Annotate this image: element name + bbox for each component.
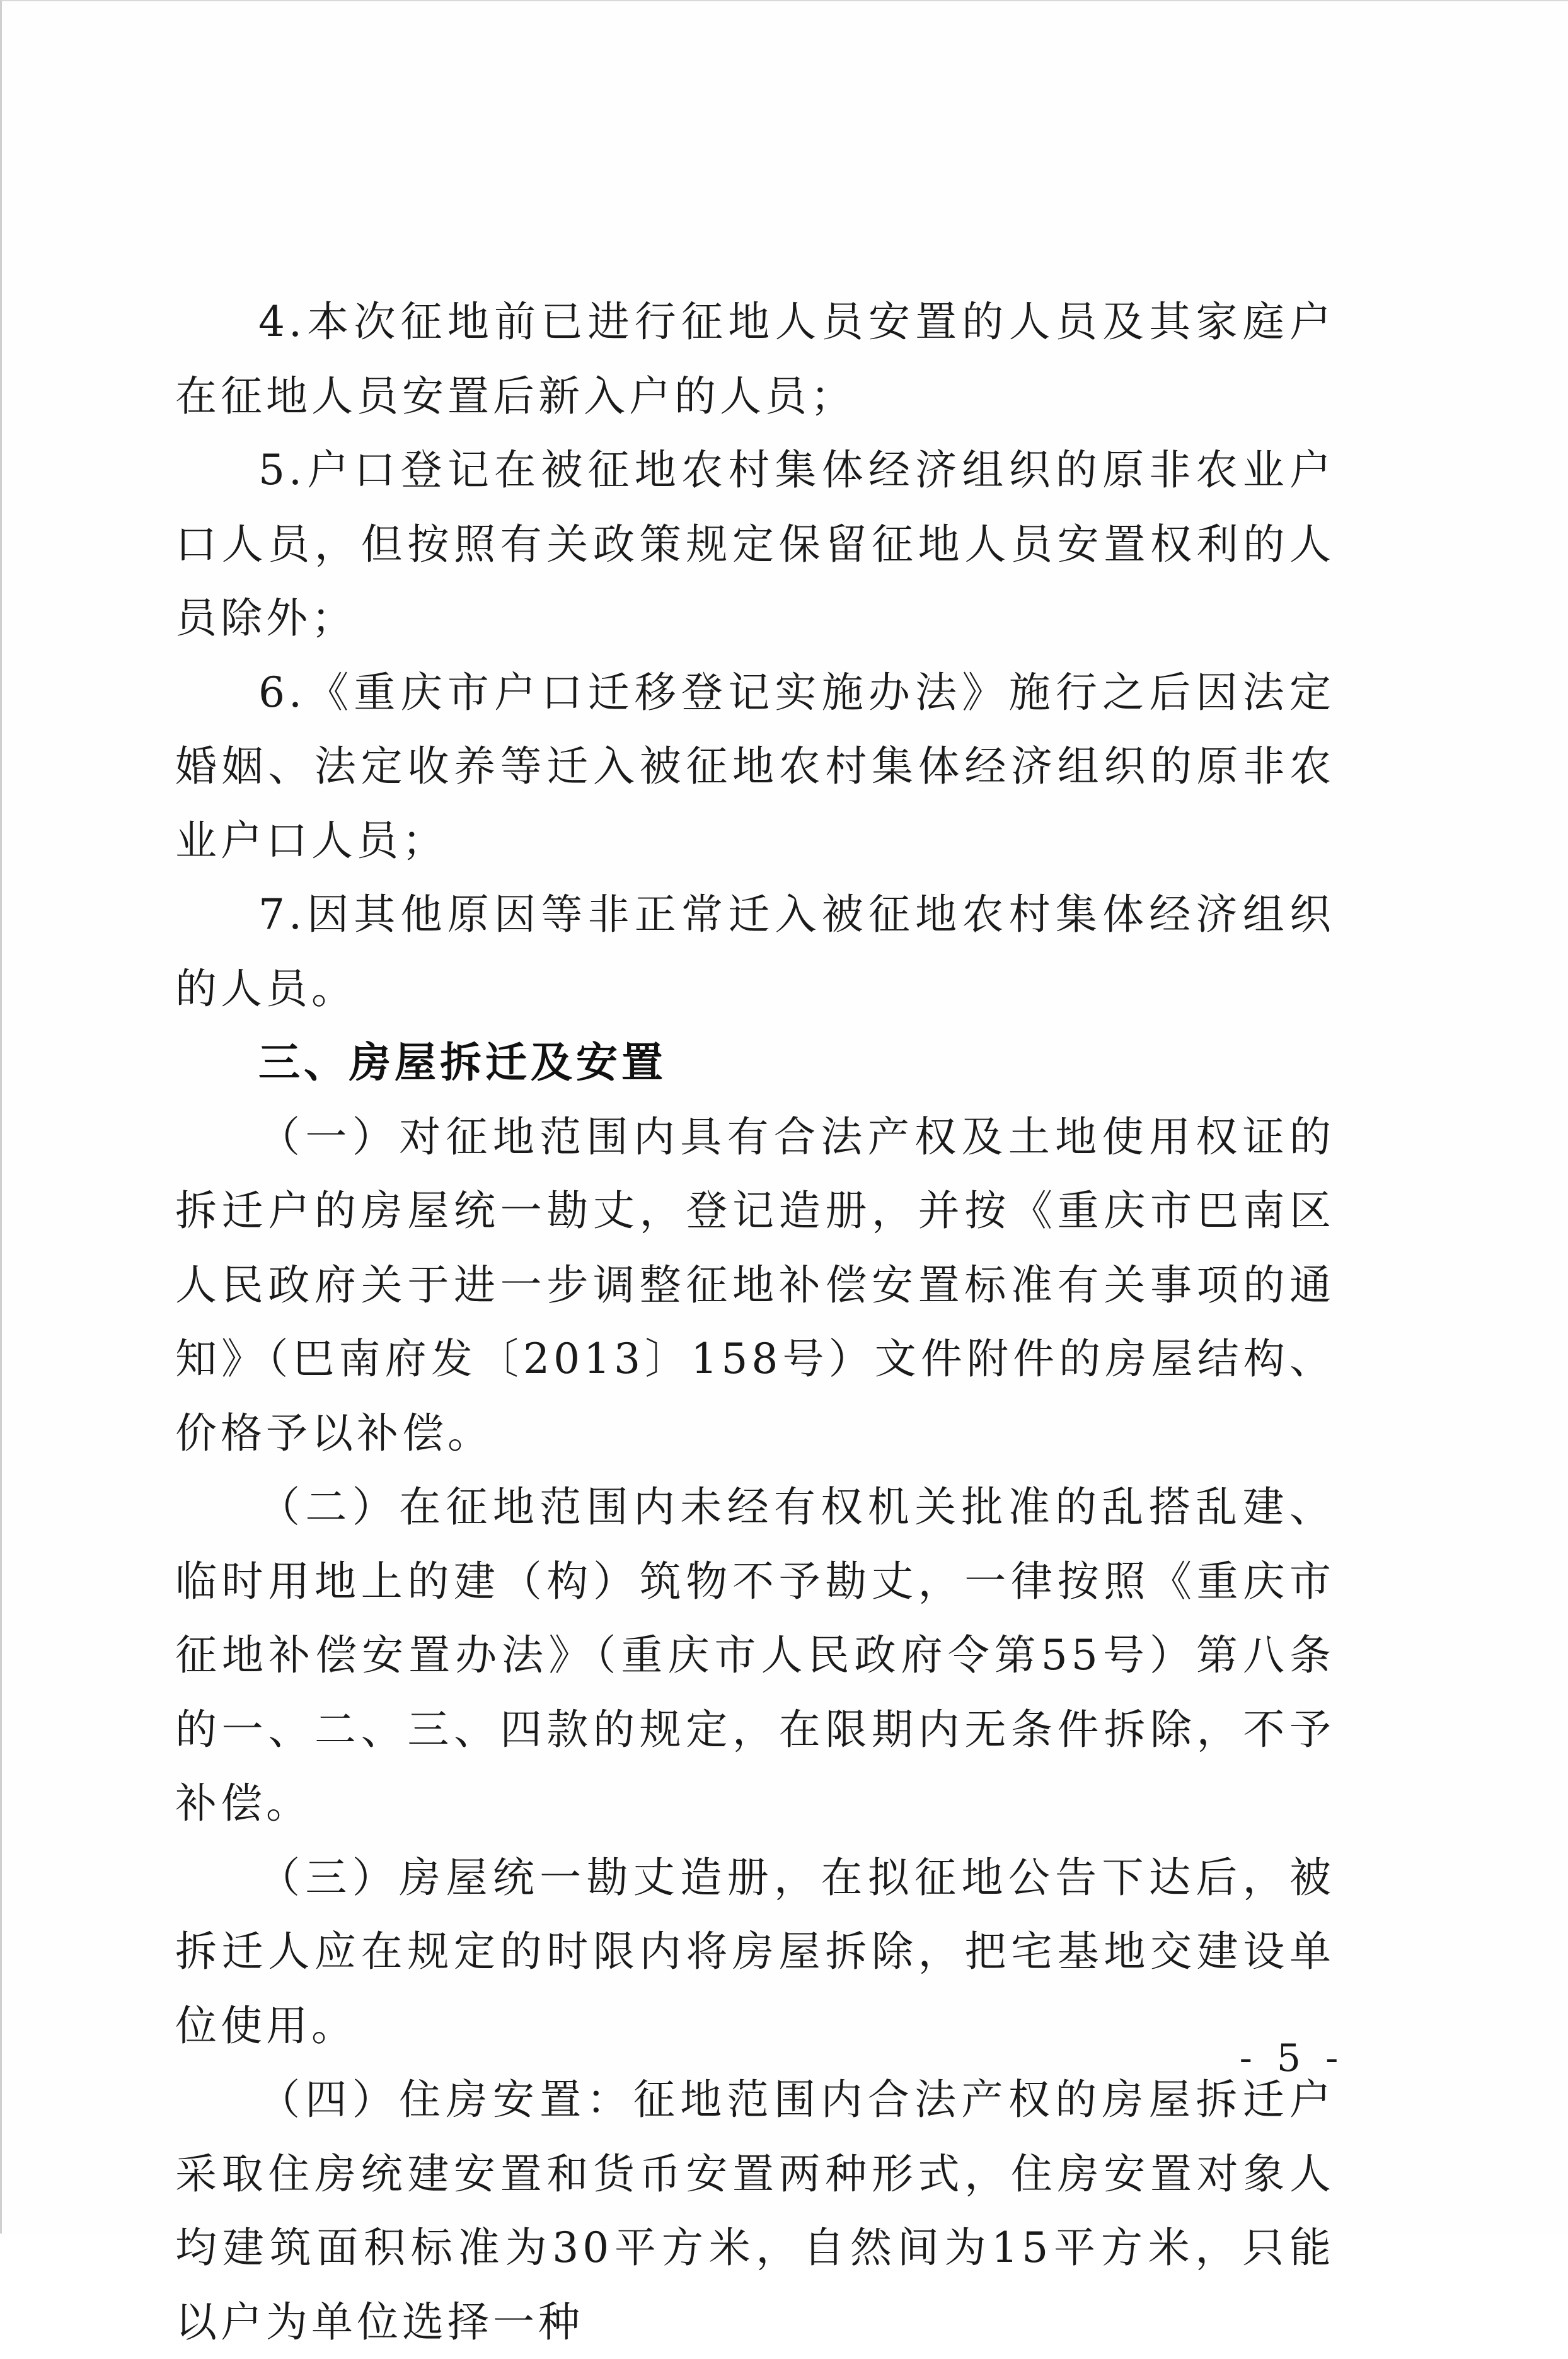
document-body [175,285,1335,2359]
paragraph-item-4: 4.本次征地前已进行征地人员安置的人员及其家庭户在征地人员安置后新入户的人员； [175,298,1335,420]
page-number: - 5 - [1239,2036,1345,2080]
paragraph-subsection-1: （一）对征地范围内具有合法产权及土地使用权证的拆迁户的房屋统一勘丈，登记造册，并按《重庆市巴南区人民政府关于进一步调整征地补偿安置标准有关事项的通知》（巴南府发〔2013〕158号）文件附件的房屋结构、价格予以补偿。 [175,1112,1335,1458]
paragraph-subsection-3: （三）房屋统一勘丈造册，在拟征地公告下达后，被拆迁人应在规定的时限内将房屋拆除，把宅基地交建设单位使用。 [175,1853,1335,2050]
paragraph-item-5: 5.户口登记在被征地农村集体经济组织的原非农业户口人员，但按照有关政策规定保留征地人员安置权利的人员除外； [175,446,1335,642]
section-heading: 三、房屋拆迁及安置 [258,1038,667,1087]
paragraph-item-7: 7.因其他原因等非正常迁入被征地农村集体经济组织的人员。 [175,890,1335,1013]
paragraph-subsection-4: （四）住房安置：征地范围内合法产权的房屋拆迁户采取住房统建安置和货币安置两种形式，住房安置对象人均建筑面积标准为30平方米，自然间为15平方米，只能以户为单位选择一种 [175,2075,1335,2346]
paragraph-item-6: 6.《重庆市户口迁移登记实施办法》施行之后因法定婚姻、法定收养等迁入被征地农村集体经济组织的原非农业户口人员； [175,668,1335,865]
paragraph-subsection-2: （二）在征地范围内未经有权机关批准的乱搭乱建、临时用地上的建（构）筑物不予勘丈，一律按照《重庆市征地补偿安置办法》（重庆市人民政府令第55号）第八条的一、二、三、四款的规定，在限期内无条件拆除，不予补偿。 [175,1483,1335,1828]
